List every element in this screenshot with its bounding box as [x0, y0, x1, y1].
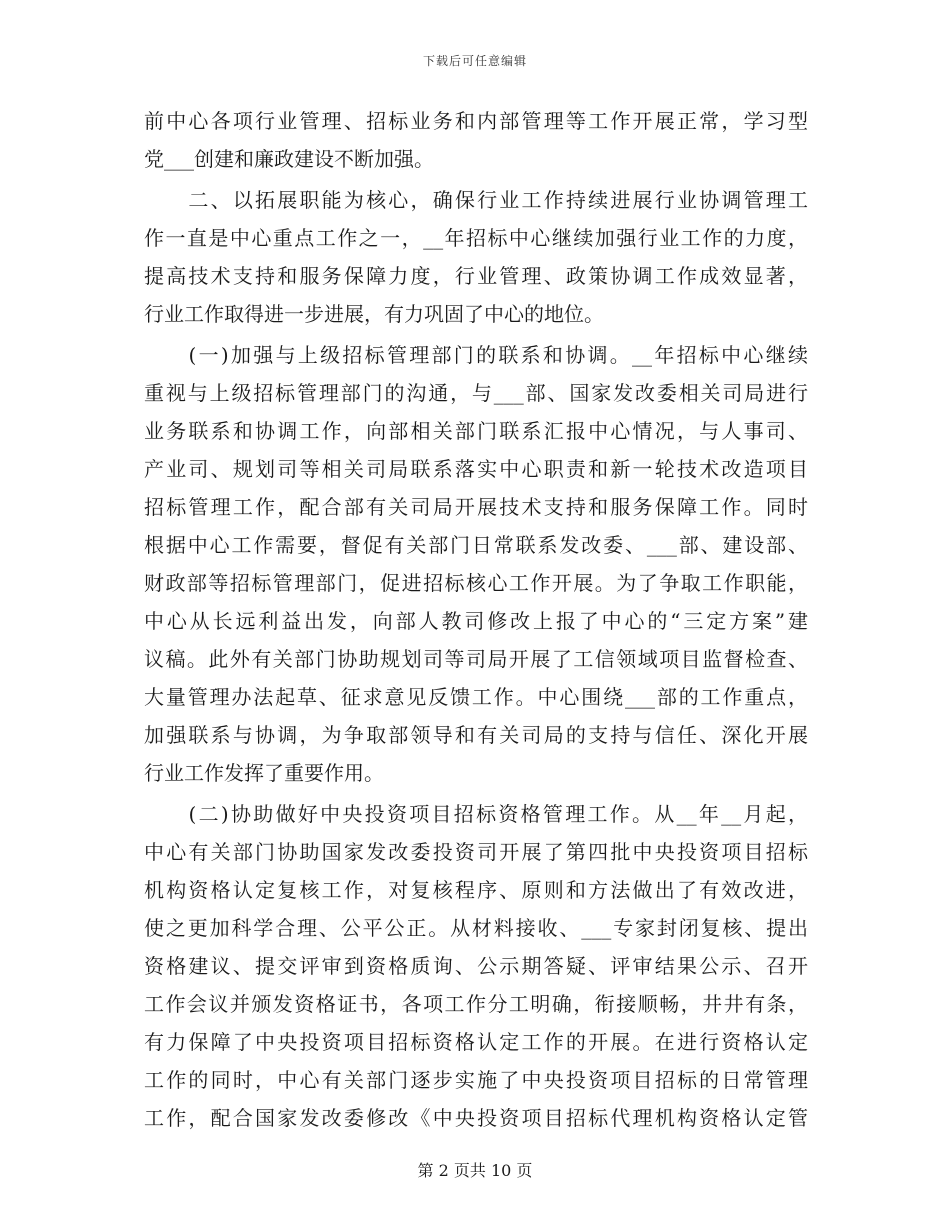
text-line: 根据中心工作需要，督促有关部门日常联系发改委、___部、建设部、: [144, 533, 808, 557]
text-line: 加强联系与协调，为争取部领导和有关司局的支持与信任、深化开展: [144, 723, 808, 747]
document-body: [144, 102, 808, 1137]
text-line: 资格建议、提交评审到资格质询、公示期答疑、评审结果公示、召开: [144, 954, 808, 978]
paragraph-1: [144, 102, 808, 178]
text-line: 产业司、规划司等相关司局联系落实中心职责和新一轮技术改造项目: [144, 457, 808, 481]
text-line: 财政部等招标管理部门，促进招标核心工作开展。为了争取工作职能，: [144, 571, 808, 595]
paragraph-4: [144, 795, 808, 1137]
text-line: 工作会议并颁发资格证书，各项工作分工明确，衔接顺畅，井井有条，: [144, 992, 808, 1016]
text-line: 中心有关部门协助国家发改委投资司开展了第四批中央投资项目招标: [144, 840, 808, 864]
text-line: 业务联系和协调工作，向部相关部门联系汇报中心情况，与人事司、: [144, 419, 808, 443]
text-line: (二)协助做好中央投资项目招标资格管理工作。从__年__月起，: [144, 802, 808, 826]
page-number-footer: 第 2 页共 10 页: [417, 1161, 533, 1180]
text-line: 工作的同时，中心有关部门逐步实施了中央投资项目招标的日常管理: [144, 1068, 808, 1092]
text-line: 中心从长远利益出发，向部人教司修改上报了中心的“三定方案”建: [144, 609, 808, 633]
text-line: 提高技术支持和服务保障力度，行业管理、政策协调工作成效显著，: [144, 264, 808, 288]
text-line: 作一直是中心重点工作之一，__年招标中心继续加强行业工作的力度，: [144, 226, 808, 250]
text-line: 党___创建和廉政建设不断加强。: [144, 147, 434, 171]
text-line: 行业工作发挥了重要作用。: [144, 761, 384, 785]
text-line: 工作，配合国家发改委修改《中央投资项目招标代理机构资格认定管: [144, 1106, 808, 1130]
text-line: 使之更加科学合理、公平公正。从材料接收、___专家封闭复核、提出: [144, 916, 808, 940]
text-line: 前中心各项行业管理、招标业务和内部管理等工作开展正常，学习型: [144, 109, 808, 133]
text-line: 行业工作取得进一步进展，有力巩固了中心的地位。: [144, 302, 604, 326]
paragraph-2: [144, 181, 808, 333]
text-line: 机构资格认定复核工作，对复核程序、原则和方法做出了有效改进，: [144, 878, 808, 902]
text-line: 有力保障了中央投资项目招标资格认定工作的开展。在进行资格认定: [144, 1030, 808, 1054]
text-line: 招标管理工作，配合部有关司局开展技术支持和服务保障工作。同时: [144, 495, 808, 519]
text-line: 重视与上级招标管理部门的沟通，与___部、国家发改委相关司局进行: [144, 381, 808, 405]
text-line: 二、以拓展职能为核心，确保行业工作持续进展行业协调管理工: [144, 188, 808, 212]
text-line: 议稿。此外有关部门协助规划司等司局开展了工信领域项目监督检查、: [144, 647, 808, 671]
page-header: 下载后可任意编辑: [422, 54, 527, 68]
paragraph-3: [144, 336, 808, 792]
text-line: 大量管理办法起草、征求意见反馈工作。中心围绕___部的工作重点，: [144, 685, 808, 709]
text-line: (一)加强与上级招标管理部门的联系和协调。__年招标中心继续: [144, 343, 808, 367]
